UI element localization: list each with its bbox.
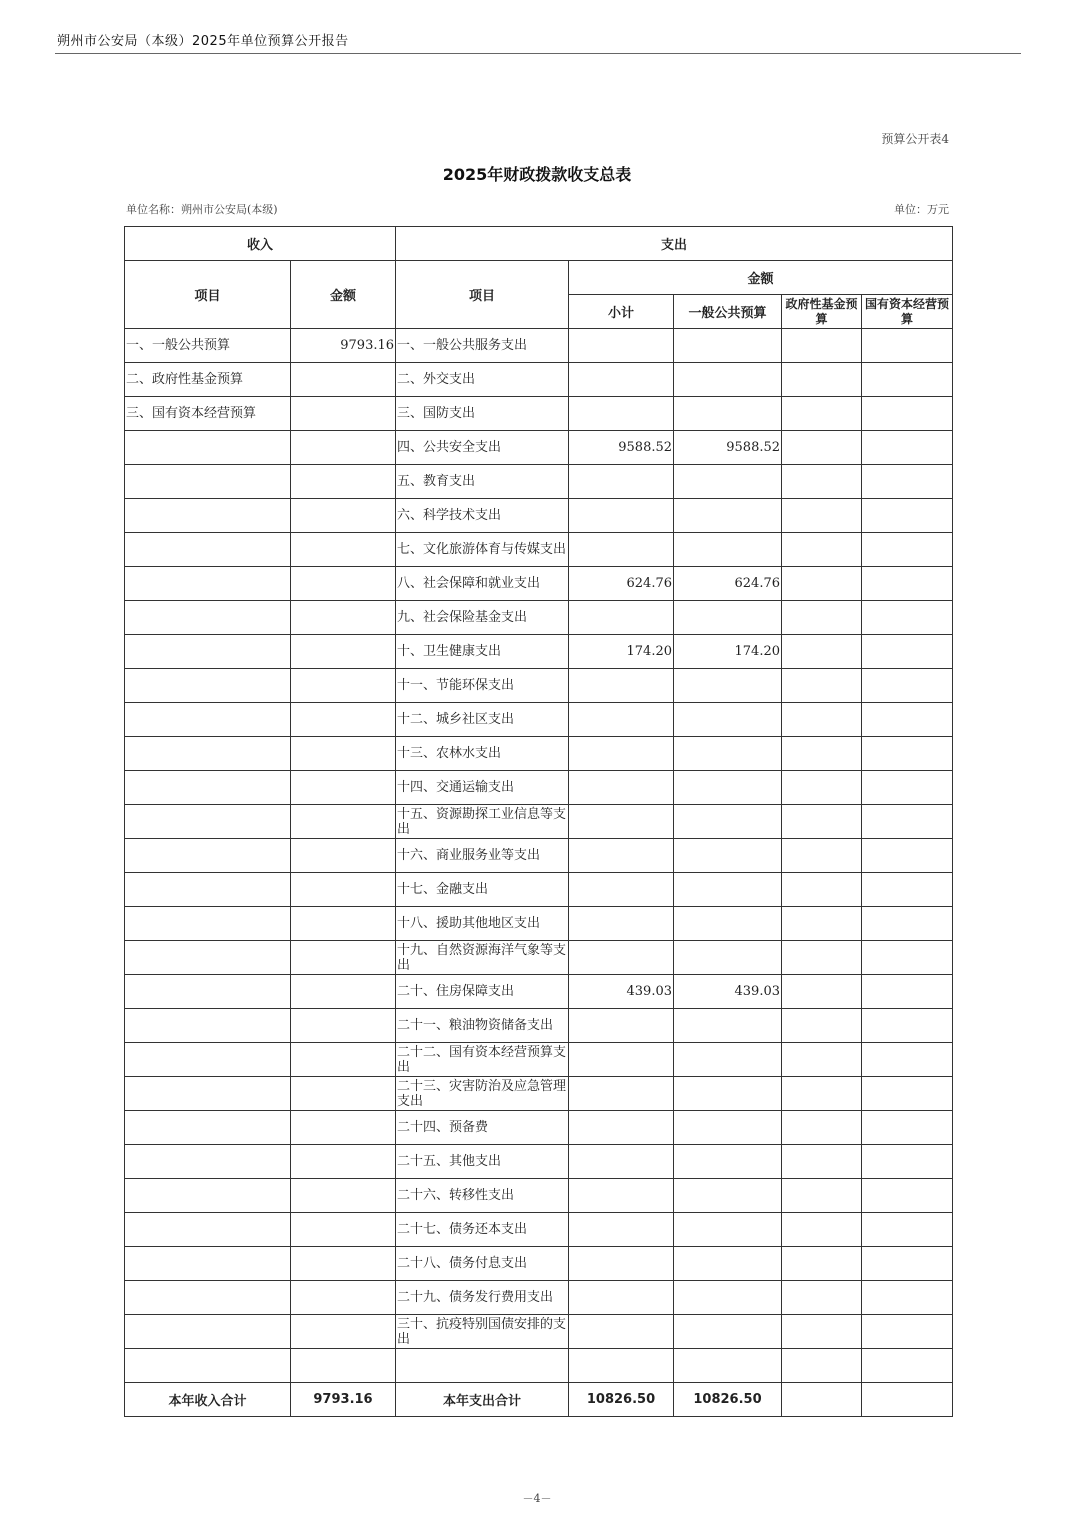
expense-item-cell: 二十、住房保障支出 (396, 975, 569, 1009)
income-item-cell (125, 1247, 291, 1281)
subtotal-header: 小计 (569, 295, 674, 329)
state-capital-cell (862, 1111, 953, 1145)
expense-item-cell: 十九、自然资源海洋气象等支出 (396, 941, 569, 975)
general-budget-cell (674, 363, 782, 397)
income-item-cell (125, 703, 291, 737)
expense-item-cell: 五、教育支出 (396, 465, 569, 499)
table-row (125, 397, 953, 431)
gov-fund-cell (782, 771, 862, 805)
state-capital-cell (862, 703, 953, 737)
gov-fund-cell (782, 737, 862, 771)
general-budget-cell (674, 1009, 782, 1043)
subtotal-cell (569, 329, 674, 363)
expense-item-cell: 七、文化旅游体育与传媒支出 (396, 533, 569, 567)
expense-item-cell: 二十九、债务发行费用支出 (396, 1281, 569, 1315)
state-capital-cell (862, 737, 953, 771)
gov-fund-cell (782, 1349, 862, 1383)
general-budget-header: 一般公共预算 (674, 295, 782, 329)
income-item-cell (125, 499, 291, 533)
income-amount-cell (291, 941, 396, 975)
state-capital-cell (862, 1145, 953, 1179)
general-budget-cell (674, 499, 782, 533)
general-budget-cell (674, 533, 782, 567)
income-header: 收入 (125, 227, 396, 261)
income-amount-cell: 9793.16 (291, 329, 396, 363)
table-row (125, 737, 953, 771)
expense-total-subtotal: 10826.50 (569, 1383, 674, 1417)
gov-fund-cell (782, 397, 862, 431)
income-item-cell (125, 567, 291, 601)
state-capital-cell (862, 465, 953, 499)
income-item-cell: 一、一般公共预算 (125, 329, 291, 363)
income-amount-cell (291, 363, 396, 397)
income-item-cell (125, 1043, 291, 1077)
expense-item-cell: 九、社会保险基金支出 (396, 601, 569, 635)
income-item-cell (125, 465, 291, 499)
expense-item-cell: 十六、商业服务业等支出 (396, 839, 569, 873)
table-row (125, 1349, 953, 1383)
expense-amount-header: 金额 (569, 261, 953, 295)
subtotal-cell (569, 397, 674, 431)
general-budget-cell: 439.03 (674, 975, 782, 1009)
income-amount-cell (291, 1349, 396, 1383)
subtotal-cell (569, 465, 674, 499)
gov-fund-cell (782, 1111, 862, 1145)
state-capital-cell (862, 601, 953, 635)
general-budget-cell (674, 941, 782, 975)
table-row (125, 907, 953, 941)
subtotal-cell (569, 1145, 674, 1179)
unit-name: 单位名称：朔州市公安局(本级) (126, 203, 278, 216)
gov-fund-cell (782, 329, 862, 363)
page-number: －4－ (522, 1492, 552, 1505)
table-row (125, 431, 953, 465)
state-capital-cell (862, 1009, 953, 1043)
income-amount-cell (291, 703, 396, 737)
general-budget-cell (674, 873, 782, 907)
expense-item-cell: 二十一、粮油物资储备支出 (396, 1009, 569, 1043)
income-amount-cell (291, 1043, 396, 1077)
income-item-cell (125, 1315, 291, 1349)
table-row (125, 975, 953, 1009)
state-capital-cell (862, 397, 953, 431)
gov-fund-cell (782, 1281, 862, 1315)
page-running-header: 朔州市公安局（本级）2025年单位预算公开报告 (57, 34, 349, 49)
income-amount-cell (291, 601, 396, 635)
general-budget-cell: 174.20 (674, 635, 782, 669)
income-item-cell (125, 873, 291, 907)
income-item-cell (125, 737, 291, 771)
gov-fund-cell (782, 533, 862, 567)
income-amount-cell (291, 839, 396, 873)
income-amount-cell (291, 1213, 396, 1247)
income-amount-cell (291, 975, 396, 1009)
state-capital-cell (862, 1247, 953, 1281)
table-row (125, 1077, 953, 1111)
state-capital-cell (862, 329, 953, 363)
income-item-cell (125, 1349, 291, 1383)
income-amount-cell (291, 1009, 396, 1043)
income-amount-cell (291, 1247, 396, 1281)
table-row (125, 1315, 953, 1349)
table-row (125, 669, 953, 703)
income-amount-cell (291, 635, 396, 669)
expense-item-cell: 十七、金融支出 (396, 873, 569, 907)
expense-total-general: 10826.50 (674, 1383, 782, 1417)
expense-total-fund (782, 1383, 862, 1417)
state-capital-cell (862, 1281, 953, 1315)
income-amount-cell (291, 669, 396, 703)
gov-fund-cell (782, 839, 862, 873)
state-capital-cell (862, 1315, 953, 1349)
expense-item-cell: 十三、农林水支出 (396, 737, 569, 771)
subtotal-cell (569, 839, 674, 873)
expense-item-cell (396, 1349, 569, 1383)
table-row (125, 941, 953, 975)
state-capital-cell (862, 635, 953, 669)
expense-item-cell: 二、外交支出 (396, 363, 569, 397)
income-amount-cell (291, 499, 396, 533)
gov-fund-cell (782, 975, 862, 1009)
general-budget-cell (674, 907, 782, 941)
table-row (125, 533, 953, 567)
income-amount-cell (291, 465, 396, 499)
income-amount-cell (291, 1111, 396, 1145)
expense-total-label: 本年支出合计 (396, 1383, 569, 1417)
unit-label: 单位：万元 (894, 203, 949, 216)
subtotal-cell (569, 1179, 674, 1213)
subtotal-cell (569, 1247, 674, 1281)
table-row (125, 1043, 953, 1077)
income-amount-cell (291, 1145, 396, 1179)
gov-fund-cell (782, 907, 862, 941)
table-row (125, 499, 953, 533)
income-amount-cell (291, 567, 396, 601)
table-row (125, 771, 953, 805)
gov-fund-cell (782, 1315, 862, 1349)
subtotal-cell (569, 805, 674, 839)
subtotal-cell (569, 1043, 674, 1077)
table-row (125, 635, 953, 669)
state-capital-cell (862, 941, 953, 975)
gov-fund-cell (782, 873, 862, 907)
state-capital-cell (862, 1213, 953, 1247)
subtotal-cell (569, 1315, 674, 1349)
expense-item-cell: 十、卫生健康支出 (396, 635, 569, 669)
table-row (125, 329, 953, 363)
income-amount-cell (291, 1281, 396, 1315)
income-item-cell (125, 1077, 291, 1111)
income-item-cell (125, 975, 291, 1009)
state-capital-cell (862, 907, 953, 941)
subtotal-cell: 9588.52 (569, 431, 674, 465)
expense-item-cell: 四、公共安全支出 (396, 431, 569, 465)
gov-fund-cell (782, 1179, 862, 1213)
expense-item-cell: 六、科学技术支出 (396, 499, 569, 533)
income-item-cell (125, 1281, 291, 1315)
gov-fund-cell (782, 635, 862, 669)
income-amount-cell (291, 533, 396, 567)
general-budget-cell: 624.76 (674, 567, 782, 601)
income-item-cell (125, 1213, 291, 1247)
general-budget-cell (674, 1213, 782, 1247)
subtotal-cell (569, 499, 674, 533)
expense-item-cell: 三、国防支出 (396, 397, 569, 431)
income-amount-cell (291, 907, 396, 941)
subtotal-cell (569, 703, 674, 737)
expense-item-cell: 二十五、其他支出 (396, 1145, 569, 1179)
state-capital-cell (862, 873, 953, 907)
gov-fund-cell (782, 703, 862, 737)
general-budget-cell (674, 1111, 782, 1145)
expense-item-cell: 二十二、国有资本经营预算支出 (396, 1043, 569, 1077)
state-capital-cell (862, 363, 953, 397)
general-budget-cell (674, 465, 782, 499)
general-budget-cell (674, 1349, 782, 1383)
general-budget-cell (674, 771, 782, 805)
gov-fund-cell (782, 431, 862, 465)
totals-row (125, 1383, 953, 1417)
state-capital-cell (862, 499, 953, 533)
gov-fund-cell (782, 601, 862, 635)
expense-item-cell: 二十七、债务还本支出 (396, 1213, 569, 1247)
income-item-cell: 二、政府性基金预算 (125, 363, 291, 397)
table-tag: 预算公开表4 (881, 132, 949, 146)
general-budget-cell (674, 1179, 782, 1213)
table-row (125, 363, 953, 397)
page-title: 2025年财政拨款收支总表 (442, 165, 632, 184)
table-row (125, 1145, 953, 1179)
table-row (125, 1213, 953, 1247)
subtotal-cell (569, 941, 674, 975)
subtotal-cell (569, 907, 674, 941)
table-row (125, 1179, 953, 1213)
gov-fund-cell (782, 567, 862, 601)
income-item-cell (125, 839, 291, 873)
income-total-label: 本年收入合计 (125, 1383, 291, 1417)
subtotal-cell: 174.20 (569, 635, 674, 669)
subtotal-cell: 624.76 (569, 567, 674, 601)
income-item-cell (125, 669, 291, 703)
income-item-cell (125, 1009, 291, 1043)
subtotal-cell (569, 1281, 674, 1315)
income-item-cell (125, 635, 291, 669)
subtotal-cell (569, 601, 674, 635)
expense-item-cell: 十五、资源勘探工业信息等支出 (396, 805, 569, 839)
expense-item-cell: 十八、援助其他地区支出 (396, 907, 569, 941)
expense-item-cell: 二十四、预备费 (396, 1111, 569, 1145)
general-budget-cell (674, 1315, 782, 1349)
gov-fund-cell (782, 1077, 862, 1111)
state-capital-cell (862, 669, 953, 703)
table-row (125, 805, 953, 839)
state-capital-cell (862, 567, 953, 601)
subtotal-cell (569, 1009, 674, 1043)
income-item-cell (125, 805, 291, 839)
gov-fund-cell (782, 1213, 862, 1247)
subtotal-cell (569, 873, 674, 907)
gov-fund-cell (782, 499, 862, 533)
income-item-cell (125, 771, 291, 805)
gov-fund-cell (782, 1043, 862, 1077)
budget-table (124, 226, 953, 1417)
general-budget-cell (674, 1145, 782, 1179)
general-budget-cell (674, 1247, 782, 1281)
general-budget-cell (674, 397, 782, 431)
income-amount-cell (291, 1315, 396, 1349)
income-item-cell (125, 1145, 291, 1179)
subtotal-cell (569, 533, 674, 567)
general-budget-cell (674, 329, 782, 363)
income-amount-header: 金额 (291, 261, 396, 329)
state-capital-cell (862, 975, 953, 1009)
income-item-cell (125, 431, 291, 465)
income-total-amount: 9793.16 (291, 1383, 396, 1417)
expense-item-cell: 二十三、灾害防治及应急管理支出 (396, 1077, 569, 1111)
expense-item-cell: 十二、城乡社区支出 (396, 703, 569, 737)
state-capital-cell (862, 1179, 953, 1213)
general-budget-cell (674, 703, 782, 737)
header-divider (55, 53, 1021, 54)
state-capital-cell (862, 1349, 953, 1383)
general-budget-cell (674, 839, 782, 873)
expense-item-cell: 二十六、转移性支出 (396, 1179, 569, 1213)
expense-item-cell: 三十、抗疫特别国债安排的支出 (396, 1315, 569, 1349)
income-item-cell (125, 907, 291, 941)
table-row (125, 465, 953, 499)
state-capital-cell (862, 805, 953, 839)
expense-header: 支出 (396, 227, 953, 261)
table-row (125, 839, 953, 873)
general-budget-cell (674, 1077, 782, 1111)
expense-item-cell: 一、一般公共服务支出 (396, 329, 569, 363)
general-budget-cell (674, 737, 782, 771)
table-row (125, 703, 953, 737)
gov-fund-cell (782, 941, 862, 975)
general-budget-cell (674, 1281, 782, 1315)
subtotal-cell (569, 1077, 674, 1111)
income-amount-cell (291, 1179, 396, 1213)
subtotal-cell (569, 363, 674, 397)
subtotal-cell (569, 771, 674, 805)
gov-fund-cell (782, 1247, 862, 1281)
income-item-cell (125, 1179, 291, 1213)
gov-fund-cell (782, 805, 862, 839)
expense-item-header: 项目 (396, 261, 569, 329)
table-row (125, 1009, 953, 1043)
table-row (125, 567, 953, 601)
table-row (125, 1281, 953, 1315)
gov-fund-header: 政府性基金预算 (782, 295, 862, 329)
state-capital-cell (862, 1043, 953, 1077)
general-budget-cell (674, 669, 782, 703)
income-item-header: 项目 (125, 261, 291, 329)
table-row (125, 1247, 953, 1281)
income-amount-cell (291, 1077, 396, 1111)
table-row (125, 601, 953, 635)
gov-fund-cell (782, 1009, 862, 1043)
income-amount-cell (291, 431, 396, 465)
subtotal-cell (569, 1213, 674, 1247)
state-capital-cell (862, 839, 953, 873)
income-item-cell (125, 601, 291, 635)
expense-total-capital (862, 1383, 953, 1417)
state-capital-cell (862, 771, 953, 805)
income-amount-cell (291, 771, 396, 805)
state-capital-cell (862, 1077, 953, 1111)
income-item-cell: 三、国有资本经营预算 (125, 397, 291, 431)
income-item-cell (125, 1111, 291, 1145)
income-item-cell (125, 941, 291, 975)
table-row (125, 1111, 953, 1145)
subtotal-cell (569, 1349, 674, 1383)
expense-item-cell: 八、社会保障和就业支出 (396, 567, 569, 601)
general-budget-cell (674, 601, 782, 635)
state-capital-header: 国有资本经营预算 (862, 295, 953, 329)
general-budget-cell: 9588.52 (674, 431, 782, 465)
gov-fund-cell (782, 465, 862, 499)
general-budget-cell (674, 1043, 782, 1077)
income-item-cell (125, 533, 291, 567)
income-amount-cell (291, 805, 396, 839)
gov-fund-cell (782, 363, 862, 397)
subtotal-cell (569, 737, 674, 771)
state-capital-cell (862, 533, 953, 567)
gov-fund-cell (782, 669, 862, 703)
expense-item-cell: 十一、节能环保支出 (396, 669, 569, 703)
table-row (125, 873, 953, 907)
gov-fund-cell (782, 1145, 862, 1179)
income-amount-cell (291, 397, 396, 431)
general-budget-cell (674, 805, 782, 839)
state-capital-cell (862, 431, 953, 465)
subtotal-cell (569, 669, 674, 703)
subtotal-cell: 439.03 (569, 975, 674, 1009)
subtotal-cell (569, 1111, 674, 1145)
income-amount-cell (291, 873, 396, 907)
income-amount-cell (291, 737, 396, 771)
expense-item-cell: 十四、交通运输支出 (396, 771, 569, 805)
expense-item-cell: 二十八、债务付息支出 (396, 1247, 569, 1281)
